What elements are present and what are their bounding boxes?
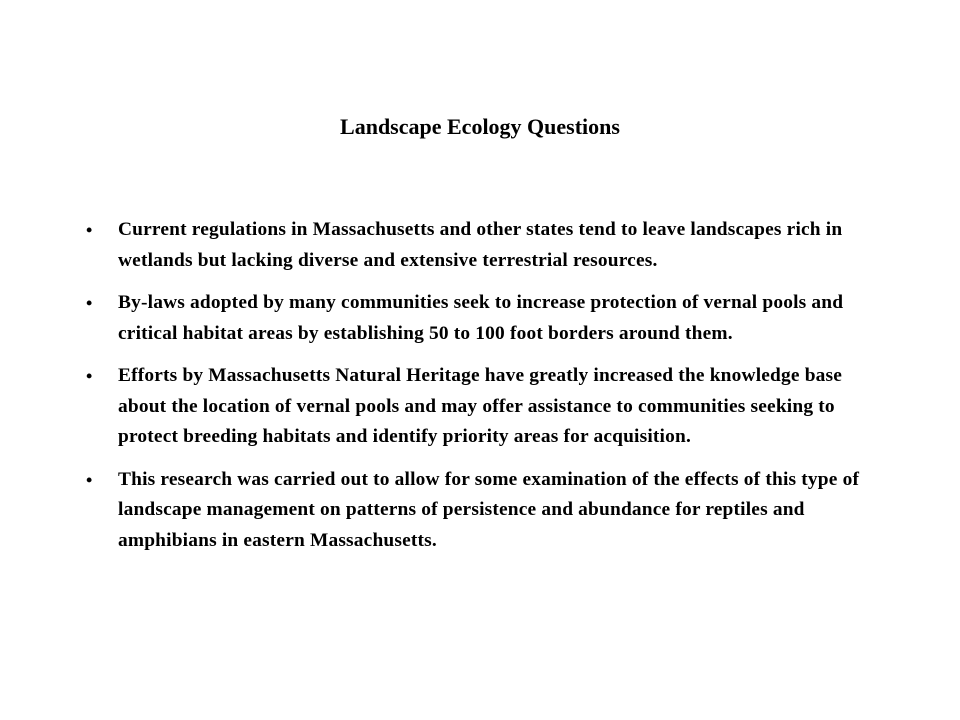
- bullet-marker: •: [86, 220, 93, 240]
- bullet-item: [86, 288, 886, 349]
- bullet-item: [86, 465, 886, 557]
- bullet-item: [86, 215, 886, 276]
- bullet-text: By-laws adopted by many communities seek to increase protection of vernal pools and critical habitat areas by establishing 50 to 100 foot borders around them.: [118, 292, 844, 344]
- bullet-marker: •: [86, 366, 93, 386]
- bullet-text: This research was carried out to allow for some examination of the effects of this type of landscape management on patterns of persistence and abundance for reptiles and amphibians in eastern Massachusetts.: [118, 468, 860, 551]
- bullet-marker: •: [86, 469, 93, 490]
- bullet-text: Current regulations in Massachusetts and other states tend to leave landscapes rich in wetlands but lacking diverse and extensive terrestrial resources.: [118, 219, 843, 271]
- bullet-marker: •: [86, 293, 93, 313]
- bullet-item: [86, 361, 886, 453]
- bullet-text: Efforts by Massachusetts Natural Heritage have greatly increased the knowledge base about the location of vernal pools and may offer assistance to communities seeking to protect breeding habitats and identify priority areas for acquisition.: [118, 365, 843, 447]
- bullet-list: [86, 215, 886, 568]
- slide-title: Landscape Ecology Questions: [340, 114, 620, 139]
